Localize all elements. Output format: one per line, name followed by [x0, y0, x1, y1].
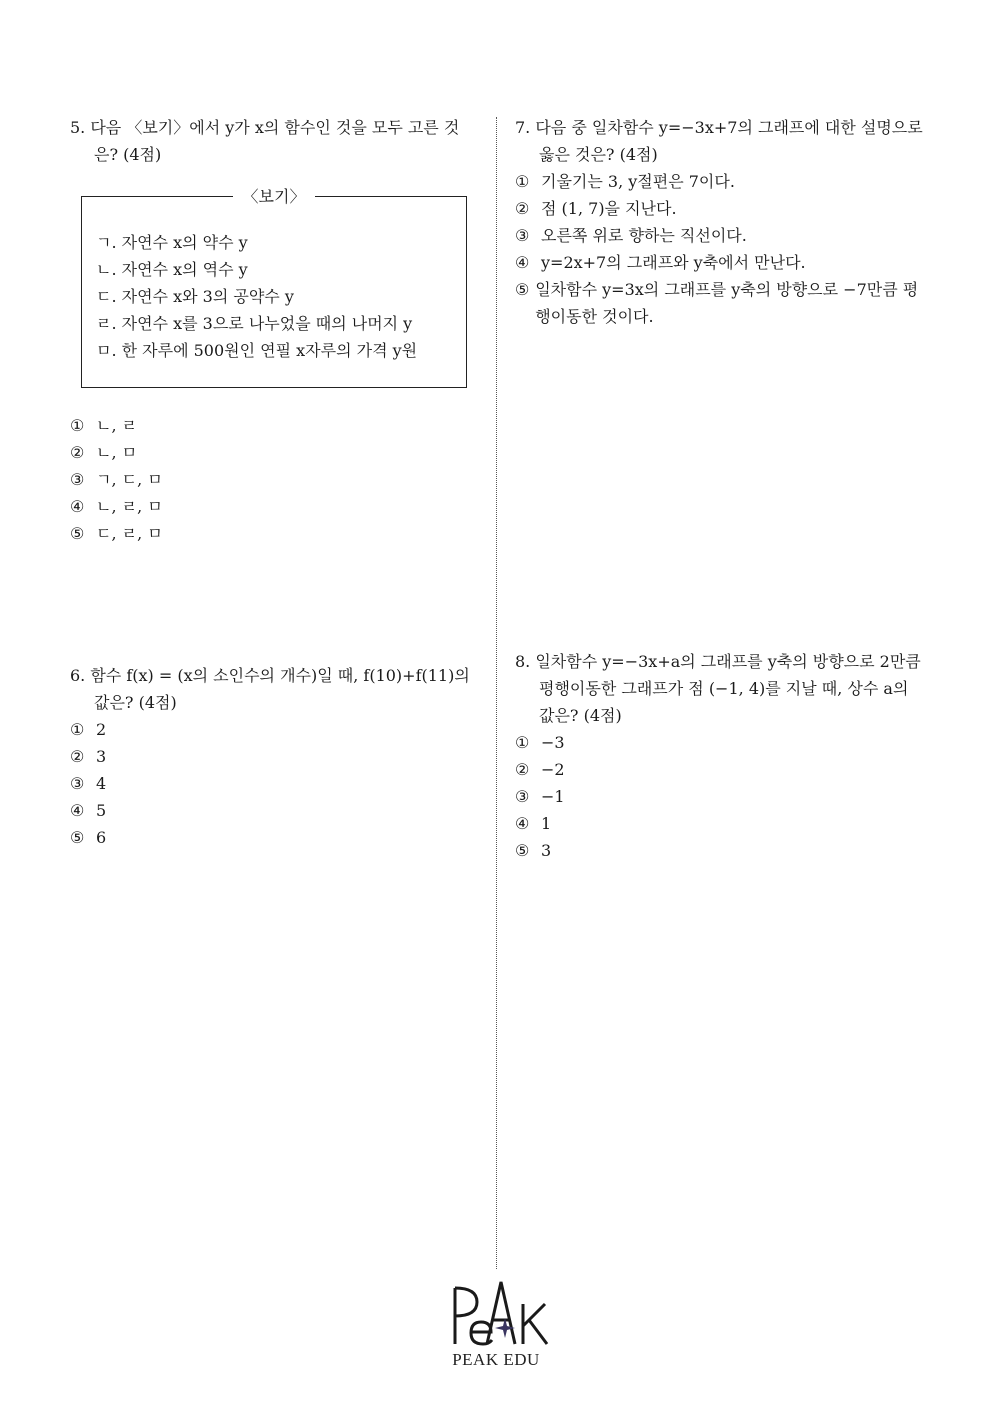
choice-marker: ① [515, 733, 530, 752]
choice-marker: ⑤ [70, 524, 85, 543]
choice-marker: ① [515, 172, 530, 191]
problem-7-choices [515, 168, 925, 330]
bogi-title: 〈보기〉 [233, 187, 316, 206]
choice-marker: ② [515, 199, 530, 218]
choice-1[interactable] [515, 168, 925, 195]
choice-marker: ④ [515, 814, 530, 833]
choice-text: 5 [96, 801, 107, 820]
choice-text: 4 [96, 774, 107, 793]
bogi-item: ㅁ. 한 자루에 500원인 연필 x자루의 가격 y원 [96, 341, 418, 360]
choice-marker: ② [70, 747, 85, 766]
choice-1[interactable] [70, 716, 470, 743]
choice-text: 일차함수 y=3x의 그래프를 y축의 방향으로 −7만큼 평행이동한 것이다. [535, 280, 919, 326]
choice-text: ㄴ, ㄹ, ㅁ [96, 497, 163, 516]
choice-text: −1 [541, 787, 565, 806]
choice-marker: ② [70, 443, 85, 462]
choice-5[interactable] [515, 276, 925, 330]
choice-4[interactable] [70, 797, 470, 824]
choice-text: 3 [96, 747, 107, 766]
choice-text: ㄱ, ㄷ, ㅁ [96, 470, 163, 489]
choice-text: ㄷ, ㄹ, ㅁ [96, 524, 163, 543]
choice-3[interactable] [70, 466, 470, 493]
problem-5-choices [70, 412, 470, 547]
choice-text: 점 (1, 7)을 지난다. [541, 199, 677, 218]
choice-text: 기울기는 3, y절편은 7이다. [541, 172, 735, 191]
choice-3[interactable] [515, 783, 925, 810]
choice-marker: ② [515, 760, 530, 779]
choice-text: ㄴ, ㅁ [96, 443, 138, 462]
choice-5[interactable] [70, 520, 470, 547]
choice-marker: ① [70, 416, 85, 435]
choice-5[interactable] [70, 824, 470, 851]
choice-marker: ⑤ [70, 828, 85, 847]
choice-2[interactable] [70, 439, 470, 466]
choice-marker: ⑤ [515, 280, 530, 299]
choice-marker: ④ [70, 801, 85, 820]
choice-1[interactable] [70, 412, 470, 439]
choice-4[interactable] [70, 493, 470, 520]
problem-5 [70, 114, 470, 547]
choice-marker: ⑤ [515, 841, 530, 860]
choice-4[interactable] [515, 249, 925, 276]
choice-3[interactable] [70, 770, 470, 797]
choice-text: 1 [541, 814, 552, 833]
choice-text: −3 [541, 733, 565, 752]
choice-2[interactable] [515, 756, 925, 783]
choice-2[interactable] [70, 743, 470, 770]
choice-marker: ③ [515, 787, 530, 806]
bogi-list [82, 197, 466, 364]
choice-text: 2 [96, 720, 107, 739]
problem-7-stem: 7. 다음 중 일차함수 y=−3x+7의 그래프에 대한 설명으로 옳은 것은? (4점) [515, 118, 923, 164]
problem-8-choices [515, 729, 925, 864]
choice-text: ㄴ, ㄹ [96, 416, 138, 435]
choice-text: −2 [541, 760, 565, 779]
peak-edu-logo [436, 1278, 556, 1374]
bogi-item: ㄹ. 자연수 x를 3으로 나누었을 때의 나머지 y [96, 314, 413, 333]
problem-8 [515, 648, 925, 864]
column-divider [496, 117, 497, 1269]
bogi-item: ㄴ. 자연수 x의 역수 y [96, 260, 248, 279]
bogi-item: ㄱ. 자연수 x의 약수 y [96, 233, 248, 252]
bogi-item: ㄷ. 자연수 x와 3의 공약수 y [96, 287, 294, 306]
problem-6-stem: 6. 함수 f(x) = (x의 소인수의 개수)일 때, f(10)+f(11)의 값은? (4점) [70, 666, 470, 712]
choice-text: 오른쪽 위로 향하는 직선이다. [541, 226, 747, 245]
choice-marker: ④ [70, 497, 85, 516]
problem-5-stem: 5. 다음 〈보기〉에서 y가 x의 함수인 것을 모두 고른 것은? (4점) [70, 118, 460, 164]
choice-5[interactable] [515, 837, 925, 864]
choice-text: 6 [96, 828, 107, 847]
problem-6 [70, 662, 470, 851]
choice-marker: ③ [70, 470, 85, 489]
choice-text: y=2x+7의 그래프와 y축에서 만난다. [541, 253, 806, 272]
problem-6-choices [70, 716, 470, 851]
choice-marker: ① [70, 720, 85, 739]
choice-3[interactable] [515, 222, 925, 249]
choice-text: 3 [541, 841, 552, 860]
choice-marker: ③ [70, 774, 85, 793]
choice-4[interactable] [515, 810, 925, 837]
problem-7 [515, 114, 925, 330]
choice-1[interactable] [515, 729, 925, 756]
problem-8-stem: 8. 일차함수 y=−3x+a의 그래프를 y축의 방향으로 2만큼 평행이동한 그래프가 점 (−1, 4)를 지날 때, 상수 a의 값은? (4점) [515, 652, 921, 725]
choice-marker: ③ [515, 226, 530, 245]
peak-logo-mark-icon [441, 1278, 551, 1348]
bogi-box [81, 187, 467, 388]
logo-text: PEAK EDU [452, 1350, 540, 1369]
choice-marker: ④ [515, 253, 530, 272]
choice-2[interactable] [515, 195, 925, 222]
